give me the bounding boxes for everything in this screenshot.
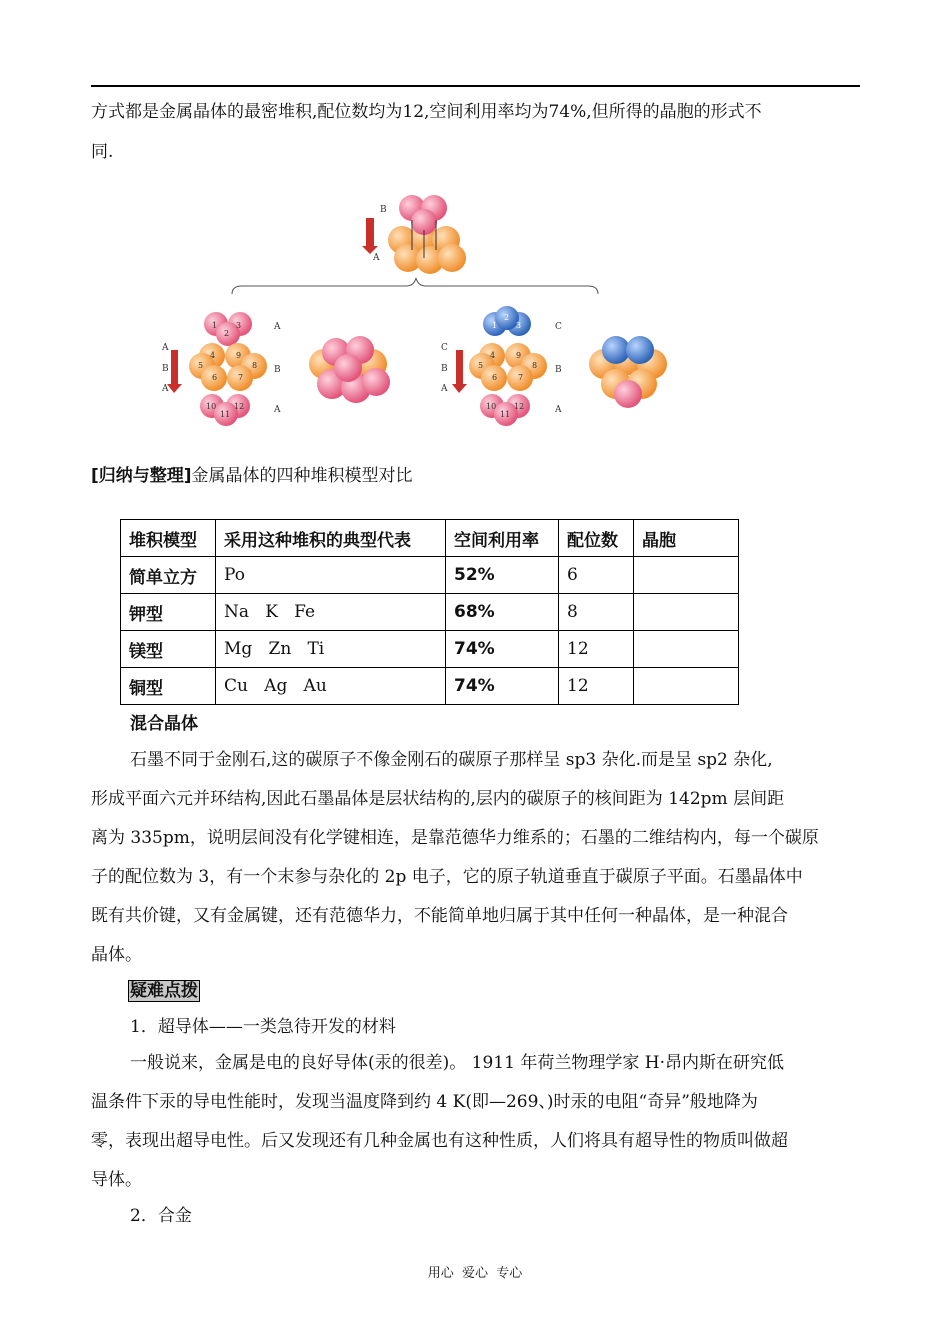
table-cell	[634, 668, 739, 705]
table-cell: 铜型	[121, 668, 216, 705]
table-cell: 74%	[446, 631, 559, 668]
table-cell	[634, 631, 739, 668]
layer-label: A	[162, 384, 169, 394]
table-cell: Po	[216, 557, 446, 594]
text-line: 一般说来，金属是电的良好导体(汞的很差)。 1911 年荷兰物理学家 H·昂内斯在研究低	[130, 1053, 784, 1073]
arrow-icon	[456, 350, 463, 384]
table-cell: Mg Zn Ti	[216, 631, 446, 668]
layer-label: B	[555, 365, 562, 375]
table-cell: 镁型	[121, 631, 216, 668]
svg-text:5: 5	[478, 361, 484, 370]
table-cell: 钾型	[121, 594, 216, 631]
layer-label: B	[274, 365, 281, 375]
table-header: 配位数	[559, 520, 634, 557]
text-line: 导体。	[91, 1170, 142, 1190]
arrow-icon	[366, 218, 374, 246]
layer-label: B	[441, 364, 448, 374]
close-packing-figure	[150, 190, 680, 430]
layer-label: A	[441, 384, 448, 394]
svg-text:1: 1	[492, 321, 498, 330]
layer-label: B	[380, 205, 387, 215]
layer-label: A	[274, 405, 281, 415]
atom-layer-top-blue	[483, 306, 531, 336]
table-cell	[634, 594, 739, 631]
svg-text:5: 5	[198, 361, 204, 370]
svg-text:12: 12	[234, 402, 245, 411]
svg-text:4: 4	[210, 351, 216, 360]
layer-label: B	[162, 364, 169, 374]
svg-text:9: 9	[516, 351, 522, 360]
list-item: 1．超导体——一类急待开发的材料	[130, 1017, 396, 1037]
svg-text:2: 2	[504, 313, 510, 322]
text-line: 零，表现出超导电性。后又发现还有几种金属也有这种性质，人们将具有超导性的物质叫做超	[91, 1131, 788, 1151]
atom-layer-bottom-r	[480, 394, 530, 426]
text-line: 形成平面六元并环结构,因此石墨晶体是层状结构的,层内的碳原子的核间距为 142pm 层间距	[91, 789, 785, 809]
layer-label: A	[555, 405, 562, 415]
table-cell: 12	[559, 668, 634, 705]
layer-label: A	[162, 343, 169, 353]
layer-label: C	[555, 322, 562, 332]
layer-label: C	[441, 343, 448, 353]
table-cell	[634, 557, 739, 594]
table-cell: 74%	[446, 668, 559, 705]
table-row	[121, 668, 739, 705]
text-line: 温条件下汞的导电性能时，发现当温度降到约 4 K(即—269、)时汞的电阻“奇异”般地降为	[91, 1092, 758, 1112]
text-line: 既有共价键，又有金属键，还有范德华力，不能简单地归属于其中任何一种晶体，是一种混合	[91, 906, 788, 926]
table-cell: Cu Ag Au	[216, 668, 446, 705]
svg-text:11: 11	[500, 410, 511, 419]
header-rule	[91, 85, 860, 87]
text-line: 方式都是金属晶体的最密堆积,配位数均为12,空间利用率均为74%,但所得的晶胞的形式不	[91, 102, 762, 122]
table-header: 晶胞	[634, 520, 739, 557]
table-row	[121, 557, 739, 594]
text-line: 离为 335pm，说明层间没有化学键相连，是靠范德华力维系的；石墨的二维结构内，每一个碳原	[91, 828, 819, 848]
packing-table	[120, 519, 739, 705]
svg-text:7: 7	[518, 373, 524, 382]
table-header: 堆积模型	[121, 520, 216, 557]
page-footer: 用心 爱心 专心	[427, 1266, 523, 1281]
text-line: 同.	[91, 142, 114, 162]
svg-text:7: 7	[238, 373, 244, 382]
brace	[232, 278, 598, 294]
layer-label: A	[274, 322, 281, 332]
svg-text:8: 8	[532, 361, 538, 370]
atom-layer-mid-r	[469, 343, 547, 391]
hcp-cluster	[309, 336, 390, 403]
svg-text:8: 8	[252, 361, 258, 370]
layer-label: A	[373, 253, 380, 263]
list-item: 2．合金	[130, 1206, 192, 1226]
table-cell: 12	[559, 631, 634, 668]
svg-text:12: 12	[514, 402, 525, 411]
section-heading	[128, 980, 200, 1002]
svg-text:9: 9	[236, 351, 242, 360]
svg-text:3: 3	[236, 321, 242, 330]
summary-bracket: [归纳与整理]	[91, 466, 192, 486]
table-header: 空间利用率	[446, 520, 559, 557]
summary-heading	[91, 465, 413, 487]
text-line: 子的配位数为 3，有一个末参与杂化的 2p 电子，它的原子轨道垂直于碳原子平面。石墨晶体中	[91, 867, 803, 887]
svg-text:2: 2	[224, 329, 230, 338]
table-cell: 6	[559, 557, 634, 594]
summary-title: 金属晶体的四种堆积模型对比	[191, 466, 413, 486]
text-line: 晶体。	[91, 945, 142, 965]
svg-text:4: 4	[490, 351, 496, 360]
atom-layer-bottom	[200, 394, 250, 426]
svg-text:10: 10	[486, 402, 497, 411]
ccp-cluster	[589, 336, 667, 408]
table-row	[121, 594, 739, 631]
section-heading: 混合晶体	[130, 714, 198, 734]
svg-text:11: 11	[220, 410, 231, 419]
table-cell: 68%	[446, 594, 559, 631]
svg-text:10: 10	[206, 402, 217, 411]
table-header: 采用这种堆积的典型代表	[216, 520, 446, 557]
svg-text:6: 6	[212, 373, 218, 382]
svg-text:6: 6	[492, 373, 498, 382]
atom-layer-top	[204, 312, 252, 346]
table-cell: Na K Fe	[216, 594, 446, 631]
arrow-icon	[171, 350, 178, 384]
svg-text:3: 3	[516, 321, 522, 330]
table-row	[121, 631, 739, 668]
text-line: 石墨不同于金刚石,这的碳原子不像金刚石的碳原子那样呈 sp3 杂化.而是呈 sp2 杂化,	[130, 750, 773, 770]
atom-layer-mid	[189, 343, 267, 391]
svg-text:1: 1	[212, 321, 218, 330]
table-header-row	[121, 520, 739, 557]
table-cell: 简单立方	[121, 557, 216, 594]
highlight-heading: 疑难点拨	[130, 981, 198, 1001]
table-cell: 52%	[446, 557, 559, 594]
table-cell: 8	[559, 594, 634, 631]
